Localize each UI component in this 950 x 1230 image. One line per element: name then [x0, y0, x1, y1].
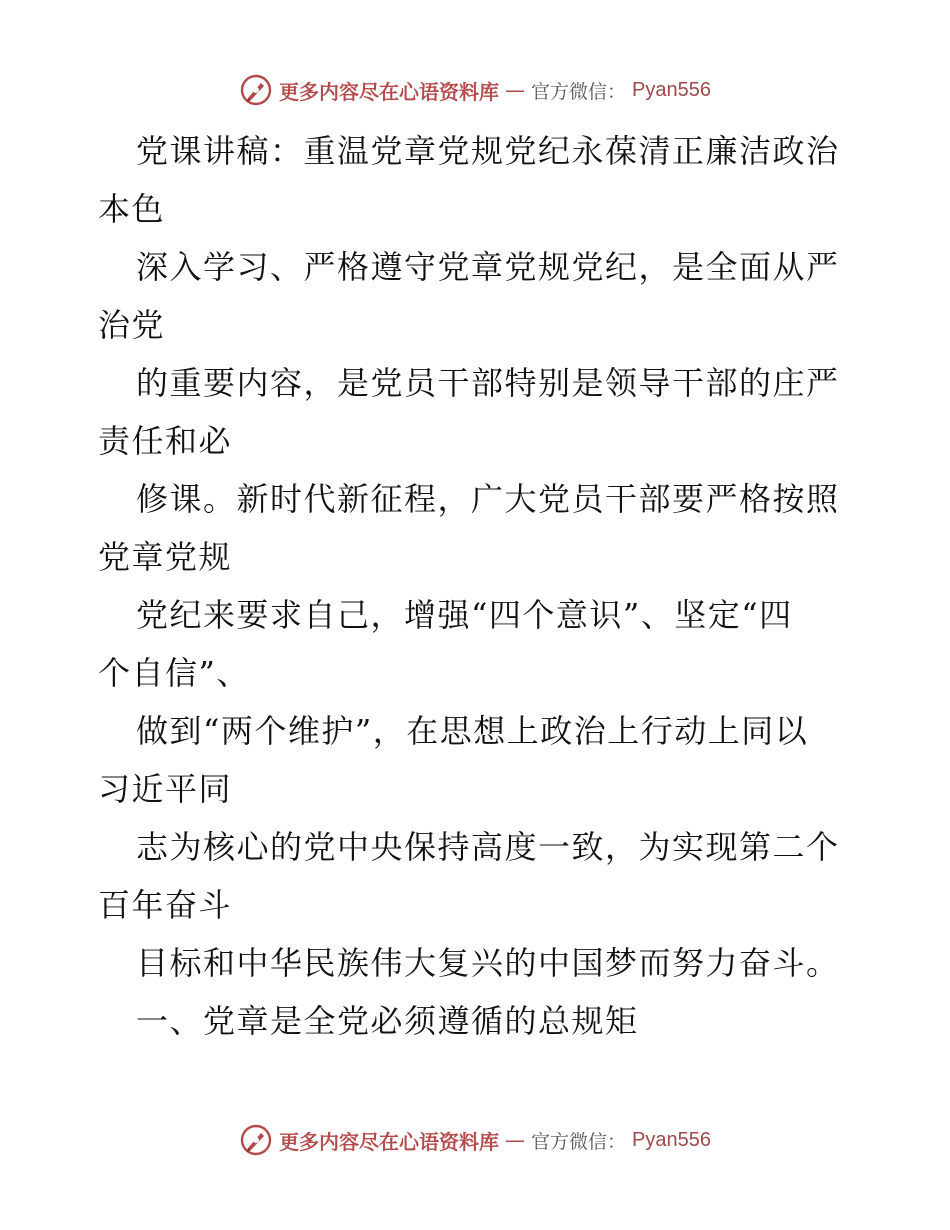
header-watermark — [0, 70, 950, 110]
text-line: 个自信”、 — [98, 654, 250, 692]
pen-logo-icon — [239, 1123, 273, 1157]
watermark-official-label: 官方微信： — [531, 80, 627, 103]
text-line: 治党 — [98, 306, 166, 344]
watermark-official-label: 官方微信： — [531, 1130, 627, 1153]
text-line: 习近平同 — [98, 770, 233, 808]
footer-watermark — [0, 1120, 950, 1160]
watermark-account: Pyan556 — [632, 78, 711, 101]
watermark-separator: — — [505, 1128, 525, 1152]
text-line: 志为核心的党中央保持高度一致，为实现第二个 — [136, 828, 840, 866]
text-line: 目标和中华民族伟大复兴的中国梦而努力奋斗。 — [136, 944, 840, 982]
text-line: 深入学习、严格遵守党章党规党纪，是全面从严 — [136, 248, 840, 286]
text-line: 本色 — [98, 190, 166, 228]
document-body — [98, 122, 858, 1050]
watermark-title: 更多内容尽在心语资料库 — [279, 1129, 499, 1154]
text-line: 百年奋斗 — [98, 886, 233, 924]
watermark-title: 更多内容尽在心语资料库 — [279, 79, 499, 104]
pen-logo-icon — [239, 73, 273, 107]
text-line: 的重要内容，是党员干部特别是领导干部的庄严 — [136, 364, 840, 402]
text-line: 一、党章是全党必须遵循的总规矩 — [136, 1002, 639, 1040]
text-line: 党课讲稿：重温党章党规党纪永葆清正廉洁政治 — [136, 132, 840, 170]
watermark-separator: — — [505, 78, 525, 102]
text-line: 做到“两个维护”，在思想上政治上行动上同以 — [136, 712, 809, 750]
text-line: 党章党规 — [98, 538, 233, 576]
text-line: 修课。新时代新征程，广大党员干部要严格按照 — [136, 480, 840, 518]
text-line: 党纪来要求自己，增强“四个意识”、坚定“四 — [136, 596, 793, 634]
text-line: 责任和必 — [98, 422, 233, 460]
watermark-account: Pyan556 — [632, 1128, 711, 1151]
